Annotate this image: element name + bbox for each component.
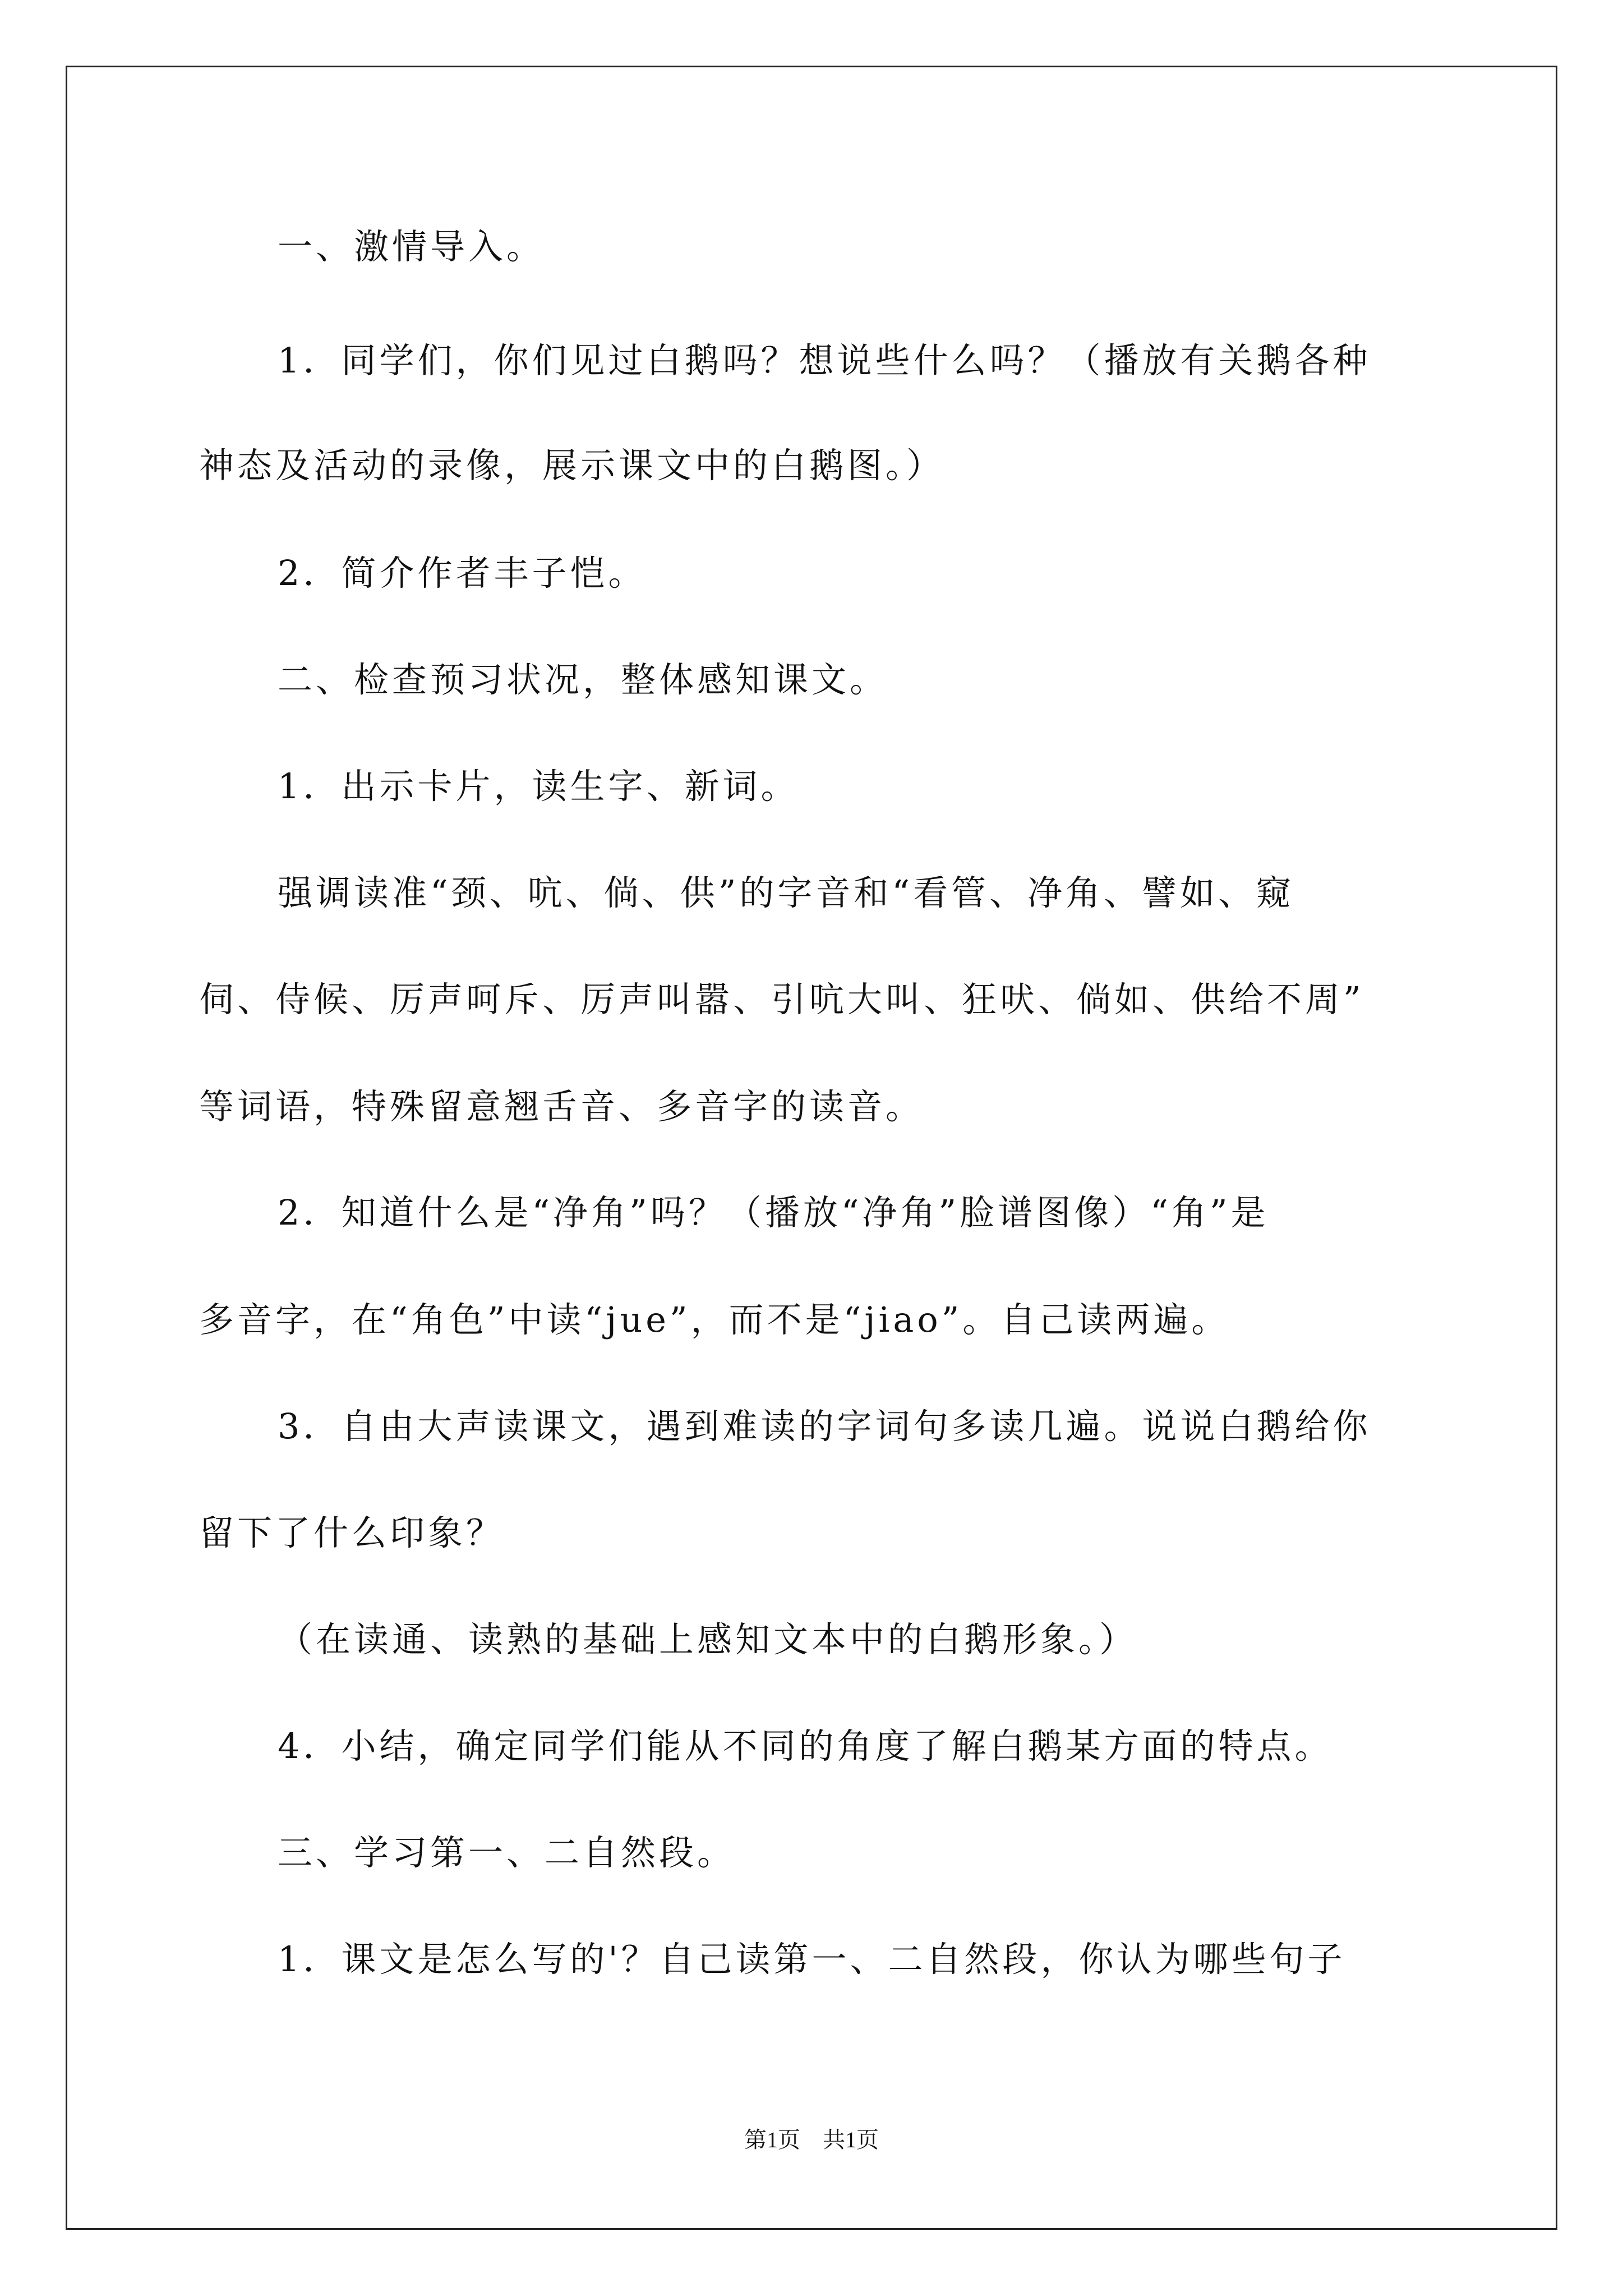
heading-section-2: 二、检查预习状况，整体感知课文。 (278, 659, 888, 700)
paragraph-line: 2．简介作者丰子恺。 (278, 553, 647, 593)
paragraph-line: 1．课文是怎么写的'？自己读第一、二自然段，你认为哪些句子 (278, 1939, 1346, 1980)
paragraph-line: 3．自由大声读课文，遇到难读的字词句多读几遍。说说白鹅给你 (278, 1406, 1371, 1447)
paragraph-line: 1．出示卡片，读生字、新词。 (278, 766, 799, 807)
paragraph-line: 等词语，特殊留意翘舌音、多音字的读音。 (199, 1086, 924, 1127)
heading-section-1: 一、激情导入。 (278, 226, 545, 267)
heading-section-3: 三、学习第一、二自然段。 (278, 1832, 736, 1873)
paragraph-line: 神态及活动的录像，展示课文中的白鹅图。） (199, 445, 945, 486)
paragraph-line: 强调读准“颈、吭、倘、供”的字音和“看管、净角、譬如、窥 (278, 872, 1295, 913)
paragraph-line: 2．知道什么是“净角”吗？（播放“净角”脸谱图像）“角”是 (278, 1192, 1269, 1233)
paragraph-line: 1．同学们，你们见过白鹅吗？想说些什么吗？（播放有关鹅各种 (278, 340, 1371, 381)
paragraph-line: 伺、侍候、厉声呵斥、厉声叫嚣、引吭大叫、狂吠、倘如、供给不周” (199, 979, 1364, 1020)
paragraph-line: 4．小结，确定同学们能从不同的角度了解白鹅某方面的特点。 (278, 1726, 1333, 1766)
paragraph-line: （在读通、读熟的基础上感知文本中的白鹅形象。） (278, 1619, 1138, 1660)
paragraph-line: 多音字，在“角色”中读“jue”，而不是“jiao”。自己读两遍。 (199, 1299, 1230, 1340)
paragraph-line: 留下了什么印象？ (199, 1512, 505, 1553)
page-border (66, 66, 1557, 2230)
page-footer: 第1页 共1页 (744, 2127, 879, 2152)
